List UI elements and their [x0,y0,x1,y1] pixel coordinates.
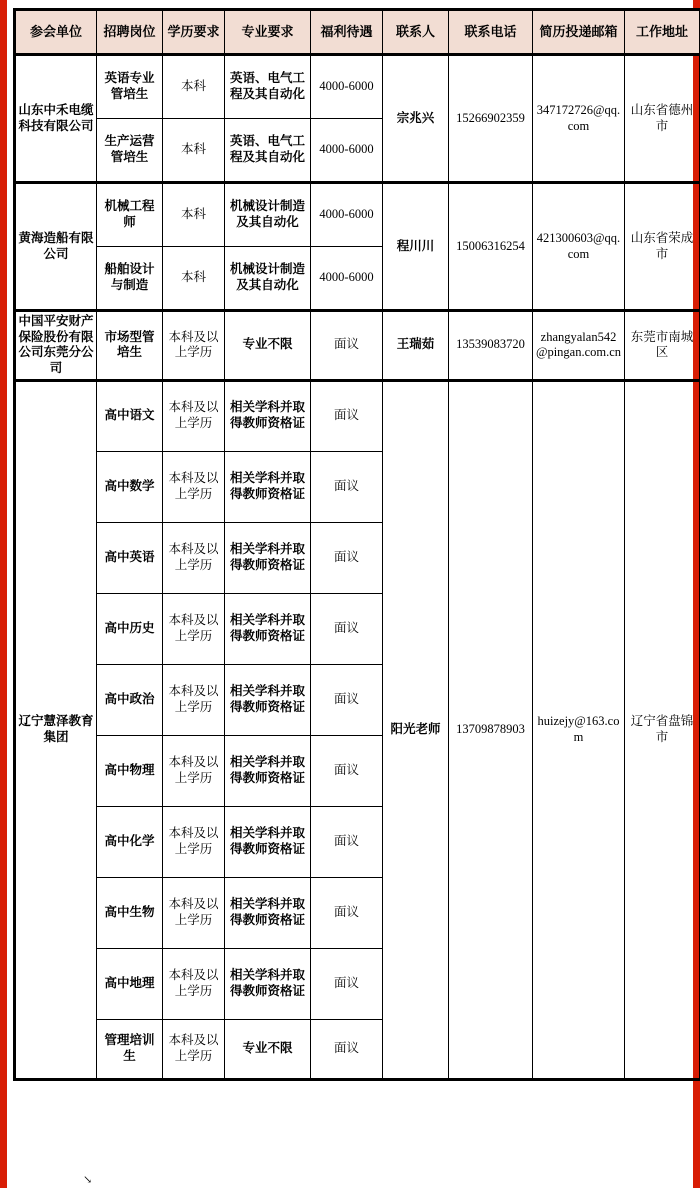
cell-phone: 13539083720 [449,311,533,381]
cell-major: 相关学科并取得教师资格证 [225,806,311,877]
header-salary: 福利待遇 [311,10,383,55]
cell-education: 本科及以上学历 [163,593,225,664]
cell-education: 本科及以上学历 [163,877,225,948]
cell-education: 本科 [163,183,225,247]
cell-education: 本科 [163,119,225,183]
cell-salary: 面议 [311,664,383,735]
cell-address: 东莞市南城区 [625,311,700,381]
cell-major: 专业不限 [225,1019,311,1079]
cell-education: 本科 [163,247,225,311]
cell-salary: 面议 [311,380,383,451]
cell-position: 高中政治 [97,664,163,735]
cell-position: 高中数学 [97,451,163,522]
cell-email: zhangyalan542@pingan.com.cn [533,311,625,381]
cell-salary: 面议 [311,877,383,948]
cell-education: 本科及以上学历 [163,735,225,806]
header-position: 招聘岗位 [97,10,163,55]
header-education: 学历要求 [163,10,225,55]
cell-major: 英语、电气工程及其自动化 [225,55,311,119]
cell-company: 辽宁慧泽教育集团 [15,380,97,1079]
cell-major: 机械设计制造及其自动化 [225,183,311,247]
cell-salary: 4000-6000 [311,183,383,247]
cell-salary: 面议 [311,593,383,664]
cell-position: 高中语文 [97,380,163,451]
table-row [15,380,700,451]
cell-position: 英语专业管培生 [97,55,163,119]
cell-contact: 程川川 [383,183,449,311]
cell-salary: 面议 [311,451,383,522]
cell-phone: 13709878903 [449,380,533,1079]
cell-major: 相关学科并取得教师资格证 [225,522,311,593]
header-company: 参会单位 [15,10,97,55]
cell-major: 相关学科并取得教师资格证 [225,451,311,522]
cell-phone: 15266902359 [449,55,533,183]
cell-education: 本科及以上学历 [163,664,225,735]
cell-salary: 面议 [311,806,383,877]
cell-position: 高中化学 [97,806,163,877]
cell-major: 英语、电气工程及其自动化 [225,119,311,183]
cell-education: 本科及以上学历 [163,380,225,451]
table-header [15,10,700,55]
cell-salary: 4000-6000 [311,119,383,183]
cell-salary: 4000-6000 [311,247,383,311]
cell-education: 本科及以上学历 [163,311,225,381]
table-row [15,183,700,247]
page-bottom-mark: ↘ [83,1174,93,1186]
cell-email: 347172726@qq.com [533,55,625,183]
cell-salary: 面议 [311,948,383,1019]
header-address: 工作地址 [625,10,700,55]
cell-position: 高中物理 [97,735,163,806]
table-row [15,55,700,119]
cell-education: 本科及以上学历 [163,1019,225,1079]
cell-major: 相关学科并取得教师资格证 [225,380,311,451]
cell-position: 市场型管培生 [97,311,163,381]
cell-education: 本科及以上学历 [163,806,225,877]
cell-position: 船舶设计与制造 [97,247,163,311]
cell-major: 机械设计制造及其自动化 [225,247,311,311]
cell-position: 机械工程师 [97,183,163,247]
cell-contact: 宗兆兴 [383,55,449,183]
header-email: 简历投递邮箱 [533,10,625,55]
cell-position: 高中生物 [97,877,163,948]
cell-email: huizejy@163.com [533,380,625,1079]
cell-education: 本科及以上学历 [163,451,225,522]
header-phone: 联系电话 [449,10,533,55]
cell-company: 黄海造船有限公司 [15,183,97,311]
cell-salary: 面议 [311,1019,383,1079]
header-row [15,10,700,55]
cell-education: 本科及以上学历 [163,522,225,593]
cell-education: 本科及以上学历 [163,948,225,1019]
cell-position: 管理培训生 [97,1019,163,1079]
cell-company: 山东中禾电缆科技有限公司 [15,55,97,183]
cell-major: 相关学科并取得教师资格证 [225,664,311,735]
cell-company: 中国平安财产保险股份有限公司东莞分公司 [15,311,97,381]
cell-contact: 阳光老师 [383,380,449,1079]
cell-major: 相关学科并取得教师资格证 [225,877,311,948]
cell-major: 相关学科并取得教师资格证 [225,735,311,806]
cell-position: 高中历史 [97,593,163,664]
cell-salary: 面议 [311,522,383,593]
cell-major: 相关学科并取得教师资格证 [225,593,311,664]
cell-position: 生产运营管培生 [97,119,163,183]
cell-contact: 王瑞茹 [383,311,449,381]
cell-major: 专业不限 [225,311,311,381]
header-contact: 联系人 [383,10,449,55]
cell-salary: 4000-6000 [311,55,383,119]
header-major: 专业要求 [225,10,311,55]
cell-position: 高中英语 [97,522,163,593]
cell-position: 高中地理 [97,948,163,1019]
cell-email: 421300603@qq.com [533,183,625,311]
recruitment-table [13,8,700,1081]
cell-major: 相关学科并取得教师资格证 [225,948,311,1019]
table-body [15,55,700,1080]
cell-address: 山东省德州市 [625,55,700,183]
table-row [15,311,700,381]
cell-salary: 面议 [311,311,383,381]
cell-education: 本科 [163,55,225,119]
cell-phone: 15006316254 [449,183,533,311]
cell-address: 山东省荣成市 [625,183,700,311]
cell-salary: 面议 [311,735,383,806]
cell-address: 辽宁省盘锦市 [625,380,700,1079]
